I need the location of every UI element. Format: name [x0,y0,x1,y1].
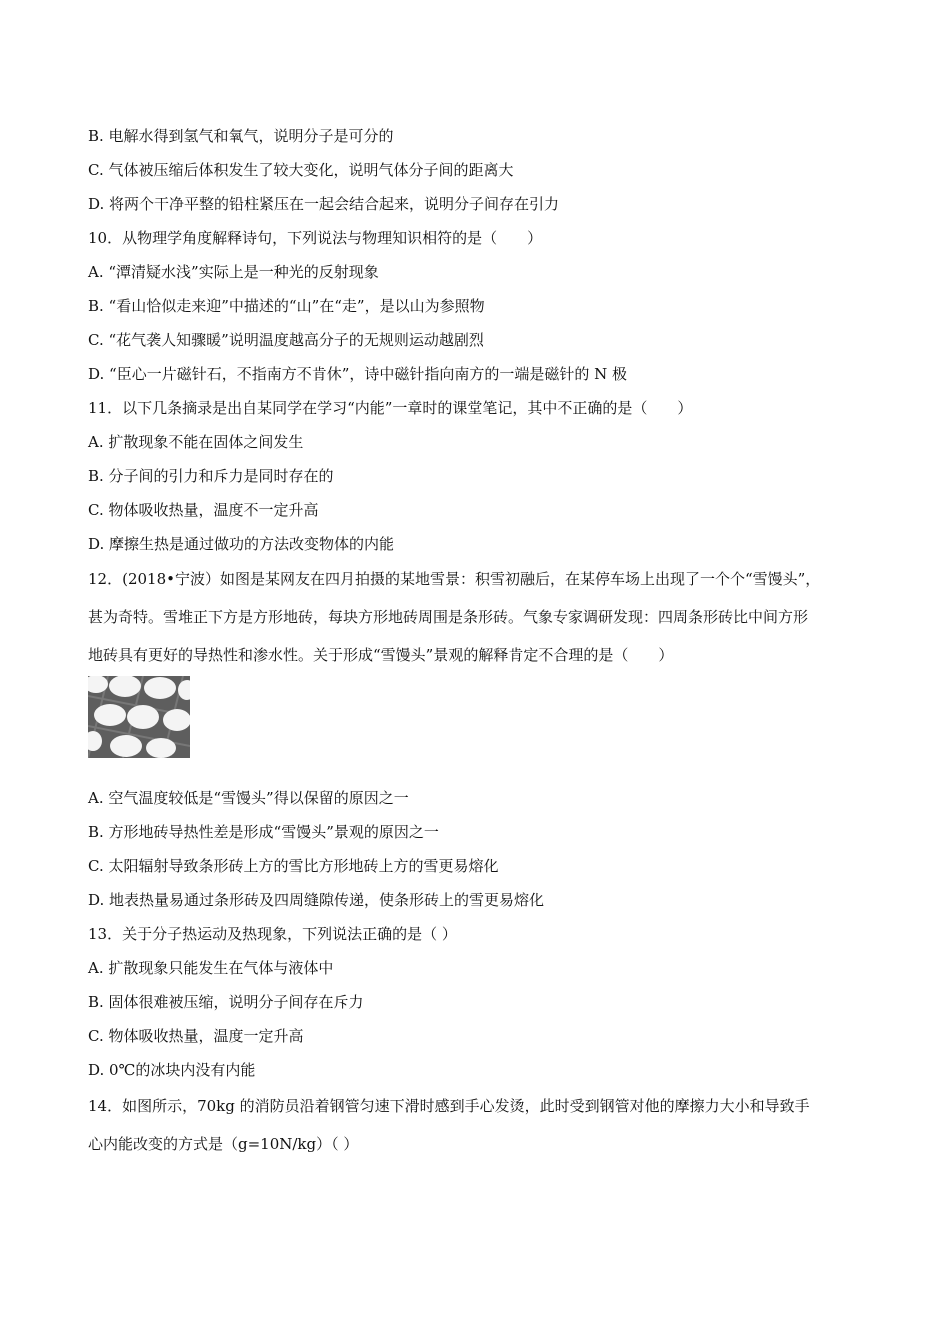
q11-option-d: D. 摩擦生热是通过做功的方法改变物体的内能 [88,535,395,553]
q11-option-b: B. 分子间的引力和斥力是同时存在的 [88,467,334,485]
q11-stem: 11．以下几条摘录是出自某同学在学习“内能”一章时的课堂笔记，其中不正确的是（ ） [88,399,693,417]
q13-stem: 13．关于分子热运动及热现象，下列说法正确的是（ ） [88,925,457,943]
q12-stem-line3: 地砖具有更好的导热性和渗水性。关于形成“雪馒头”景观的解释肯定不合理的是（ ） [88,646,674,664]
q9-option-c: C. 气体被压缩后体积发生了较大变化，说明气体分子间的距离大 [88,161,514,179]
q13-option-b: B. 固体很难被压缩，说明分子间存在斥力 [88,993,364,1011]
q10-option-c: C. “花气袭人知骤暖”说明温度越高分子的无规则运动越剧烈 [88,331,484,349]
q14-stem-line1: 14．如图所示，70kg 的消防员沿着钢管匀速下滑时感到手心发烫，此时受到钢管对他的摩擦力大小和导致手 [88,1097,810,1115]
q12-stem-line1: 12．(2018•宁波）如图是某网友在四月拍摄的某地雪景：积雪初融后，在某停车场上出现了一个个“雪馒头”， [88,570,821,588]
q11-option-c: C. 物体吸收热量，温度不一定升高 [88,501,319,519]
q10-option-b: B. “看山恰似走来迎”中描述的“山”在“走”，是以山为参照物 [88,297,485,315]
q11-option-a: A. 扩散现象不能在固体之间发生 [88,433,304,451]
q9-option-b: B. 电解水得到氢气和氧气，说明分子是可分的 [88,127,394,145]
q10-stem: 10．从物理学角度解释诗句，下列说法与物理知识相符的是（ ） [88,229,543,247]
q14-stem-line2: 心内能改变的方式是（g=10N/kg）（ ） [88,1135,359,1153]
q12-stem-line2: 甚为奇特。雪堆正下方是方形地砖，每块方形地砖周围是条形砖。气象专家调研发现：四周条形砖比中间方形 [88,608,809,626]
q12-option-d: D. 地表热量易通过条形砖及四周缝隙传递，使条形砖上的雪更易熔化 [88,891,545,909]
q12-option-c: C. 太阳辐射导致条形砖上方的雪比方形地砖上方的雪更易熔化 [88,857,499,875]
q13-option-a: A. 扩散现象只能发生在气体与液体中 [88,959,334,977]
q13-option-c: C. 物体吸收热量，温度一定升高 [88,1027,304,1045]
q13-option-d: D. 0℃的冰块内没有内能 [88,1061,256,1079]
q9-option-d: D. 将两个干净平整的铅柱紧压在一起会结合起来，说明分子间存在引力 [88,195,560,213]
q12-option-a: A. 空气温度较低是“雪馒头”得以保留的原因之一 [88,789,409,807]
q10-option-d: D. “臣心一片磁针石，不指南方不肯休”，诗中磁针指向南方的一端是磁针的 N 极 [88,365,628,383]
snow-mounds-photo [88,676,190,758]
q12-option-b: B. 方形地砖导热性差是形成“雪馒头”景观的原因之一 [88,823,439,841]
q10-option-a: A. “潭清疑水浅”实际上是一种光的反射现象 [88,263,379,281]
